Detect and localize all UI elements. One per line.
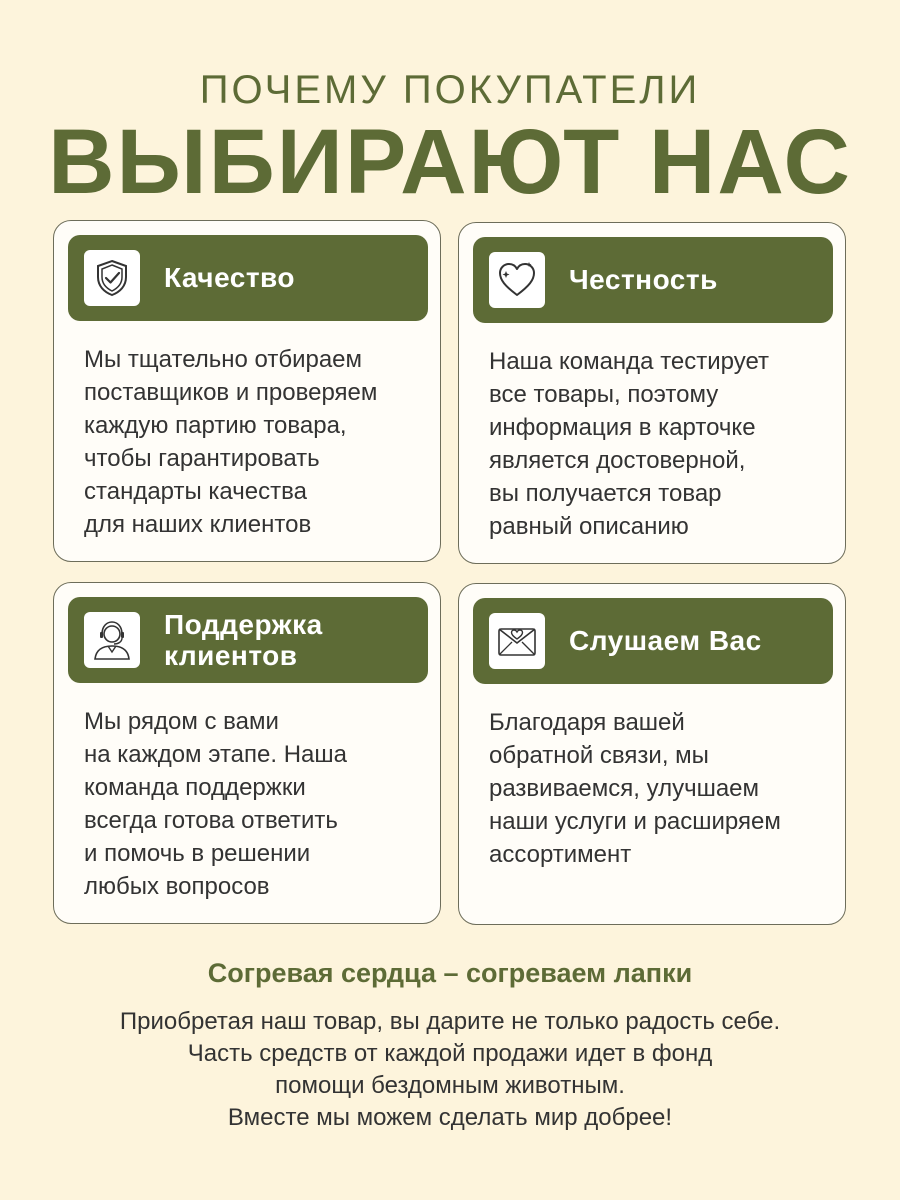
card-title: Честность bbox=[569, 264, 718, 296]
card-feedback bbox=[458, 583, 846, 925]
page-subtitle: ПОЧЕМУ ПОКУПАТЕЛИ bbox=[199, 68, 701, 112]
card-title: Поддержка клиентов bbox=[164, 608, 323, 671]
card-header bbox=[473, 237, 833, 323]
card-header bbox=[68, 235, 428, 321]
card-text: Благодаря вашей обратной связи, мы развиваемся, улучшаем наши услуги и расширяем ассортимент bbox=[489, 709, 781, 868]
card-title: Качество bbox=[164, 262, 295, 294]
envelope-heart-icon bbox=[489, 613, 545, 669]
card-support bbox=[53, 582, 441, 924]
card-honesty bbox=[458, 222, 846, 564]
card-quality bbox=[53, 220, 441, 562]
card-text: Мы рядом с вами на каждом этапе. Наша команда поддержки всегда готова ответить и помочь в решении любых вопросов bbox=[84, 708, 347, 900]
card-header bbox=[68, 597, 428, 683]
shield-check-icon bbox=[84, 250, 140, 306]
page-title: ВЫБИРАЮТ НАС bbox=[48, 111, 852, 213]
card-header bbox=[473, 598, 833, 684]
card-title: Слушаем Вас bbox=[569, 625, 762, 657]
support-agent-icon bbox=[84, 612, 140, 668]
card-text: Мы тщательно отбираем поставщиков и проверяем каждую партию товара, чтобы гарантировать стандарты качества для наших клиентов bbox=[84, 346, 378, 538]
footer-slogan: Согревая сердца – согреваем лапки bbox=[207, 958, 693, 988]
heart-icon bbox=[489, 252, 545, 308]
card-text: Наша команда тестирует все товары, поэтому информация в карточке является достоверной, вы получается товар равный описанию bbox=[489, 348, 770, 540]
footer-text: Приобретая наш товар, вы дарите не только радость себе. Часть средств от каждой продажи идет в фонд помощи бездомным животным. Вместе мы можем сделать мир добрее! bbox=[119, 1008, 781, 1131]
